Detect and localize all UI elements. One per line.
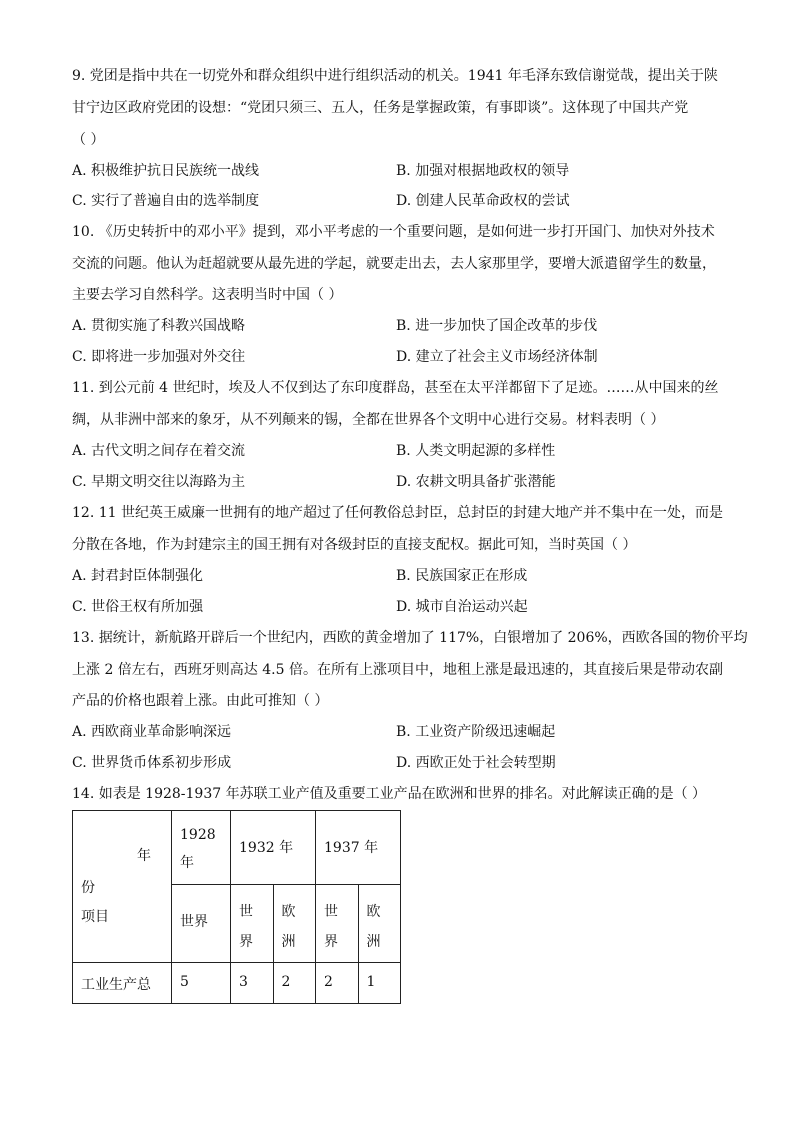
q10-option-b: B. 进一步加快了国企改革的步伐: [396, 318, 598, 334]
q10-option-c: C. 即将进一步加强对外交往: [72, 349, 246, 365]
row-label-cell: [73, 963, 172, 1004]
q9-stem-line3: （ ）: [72, 132, 105, 148]
rank-1937-europe: 1: [366, 974, 376, 990]
rank-1932-europe: 2: [281, 974, 291, 990]
q11-stem-line2: 绸，从非洲中部来的象牙，从不列颠来的锡，全都在世界各个文明中心进行交易。材料表明（ ）: [72, 412, 665, 428]
q12-stem-line2: 分散在各地，作为封建宗主的国王拥有对各级封臣的直接支配权。据此可知，当时英国（ ）: [72, 537, 637, 553]
q9-option-d: D. 创建人民革命政权的尝试: [396, 193, 570, 209]
q11-option-a: A. 古代文明之间存在着交流: [72, 443, 246, 459]
q13-stem-line1: 13. 据统计，新航路开辟后一个世纪内，西欧的黄金增加了 117%，白银增加了 206%，西欧各国的物价平均: [72, 630, 748, 646]
world-char-1: 世: [324, 904, 338, 920]
q11-option-b: B. 人类文明起源的多样性: [396, 443, 556, 459]
q12-option-a: A. 封君封臣体制强化: [72, 568, 204, 584]
world-char-2: 界: [239, 934, 253, 950]
rank-1932-world: 3: [239, 974, 248, 990]
q14-stem-line1: 14. 如表是 1928-1937 年苏联工业产值及重要工业产品在欧洲和世界的排名。对此解读正确的是（ ）: [72, 786, 707, 802]
q9-option-c: C. 实行了普遍自由的选举制度: [72, 193, 260, 209]
q12-stem-line1: 12. 11 世纪英王威廉一世拥有的地产超过了任何教俗总封臣，总封臣的封建大地产并不集中在一处，而是: [72, 505, 723, 521]
table-cell: [172, 963, 231, 1004]
year-1932-text: 1932 年: [239, 840, 294, 856]
table-cell: [273, 963, 316, 1004]
q13-stem-line3: 产品的价格也跟着上涨。由此可推知（ ）: [72, 693, 329, 709]
year-1928-text: 1928: [180, 827, 216, 843]
header-1928: [172, 811, 231, 885]
q13-option-c: C. 世界货币体系初步形成: [72, 755, 232, 771]
q12-option-d: D. 城市自治运动兴起: [396, 599, 528, 615]
world-char-1: 世: [239, 904, 253, 920]
q9-option-a: A. 积极维护抗日民族统一战线: [72, 163, 260, 179]
q13-stem-line2: 上涨 2 倍左右，西班牙则高达 4.5 倍。在所有上涨项目中，地租上涨是最迅速的，其直接后果是带动农副: [72, 662, 723, 678]
header-1932: [231, 811, 316, 885]
q13-option-a: A. 西欧商业革命影响深远: [72, 724, 232, 740]
corner-year-label-2: 份: [81, 880, 95, 896]
q9-stem-line2: 甘宁边区政府党团的设想：“党团只须三、五人，任务是掌握政策，有事即谈”。这体现了中国共产党: [72, 100, 689, 116]
rank-1928-world: 5: [180, 974, 189, 990]
q12-option-b: B. 民族国家正在形成: [396, 568, 528, 584]
subheader-1932-world: [231, 885, 274, 963]
table-corner-cell: [73, 811, 172, 963]
corner-item-label: 项目: [81, 909, 109, 925]
world-char-2: 界: [324, 934, 338, 950]
europe-char-2: 洲: [281, 934, 296, 950]
table-cell: [358, 963, 401, 1004]
europe-char-2: 洲: [366, 934, 381, 950]
world-label: 世界: [180, 914, 208, 930]
subheader-1928-world: [172, 885, 231, 963]
subheader-1937-world: [316, 885, 359, 963]
q13-option-b: B. 工业资产阶级迅速崛起: [396, 724, 556, 740]
subheader-1937-europe: [358, 885, 401, 963]
q10-stem-line2: 交流的问题。他认为赶超就要从最先进的学起，就要走出去，去人家那里学，要增大派遣留学生的数量，: [72, 256, 716, 272]
table-row: [73, 963, 401, 1004]
ranking-table: [72, 810, 401, 1004]
europe-char-1: 欧: [281, 904, 296, 920]
q11-option-d: D. 农耕文明具备扩张潜能: [396, 474, 556, 490]
q13-option-d: D. 西欧正处于社会转型期: [396, 755, 556, 771]
subheader-1932-europe: [273, 885, 316, 963]
table-cell: [316, 963, 359, 1004]
q9-option-b: B. 加强对根据地政权的领导: [396, 163, 570, 179]
year-1928-suffix: 年: [180, 855, 194, 871]
table-cell: [231, 963, 274, 1004]
row-label: 工业生产总: [81, 977, 151, 993]
europe-char-1: 欧: [366, 904, 381, 920]
corner-year-label: 年: [137, 848, 151, 864]
q12-option-c: C. 世俗王权有所加强: [72, 599, 204, 615]
q10-option-d: D. 建立了社会主义市场经济体制: [396, 349, 598, 365]
q10-stem-line3: 主要去学习自然科学。这表明当时中国（ ）: [72, 287, 343, 303]
q10-stem-line1: 10. 《历史转折中的邓小平》提到，邓小平考虑的一个重要问题，是如何进一步打开国门、加快对外技术: [72, 224, 715, 240]
q11-option-c: C. 早期文明交往以海路为主: [72, 474, 246, 490]
q9-stem-line1: 9. 党团是指中共在一切党外和群众组织中进行组织活动的机关。1941 年毛泽东致信谢觉哉，提出关于陕: [72, 68, 718, 84]
year-1937-text: 1937 年: [324, 840, 379, 856]
q11-stem-line1: 11. 到公元前 4 世纪时，埃及人不仅到达了东印度群岛，甚至在太平洋都留下了足迹。……从中国来的丝: [72, 380, 719, 396]
q10-option-a: A. 贯彻实施了科教兴国战略: [72, 318, 246, 334]
rank-1937-world: 2: [324, 974, 333, 990]
header-1937: [316, 811, 401, 885]
